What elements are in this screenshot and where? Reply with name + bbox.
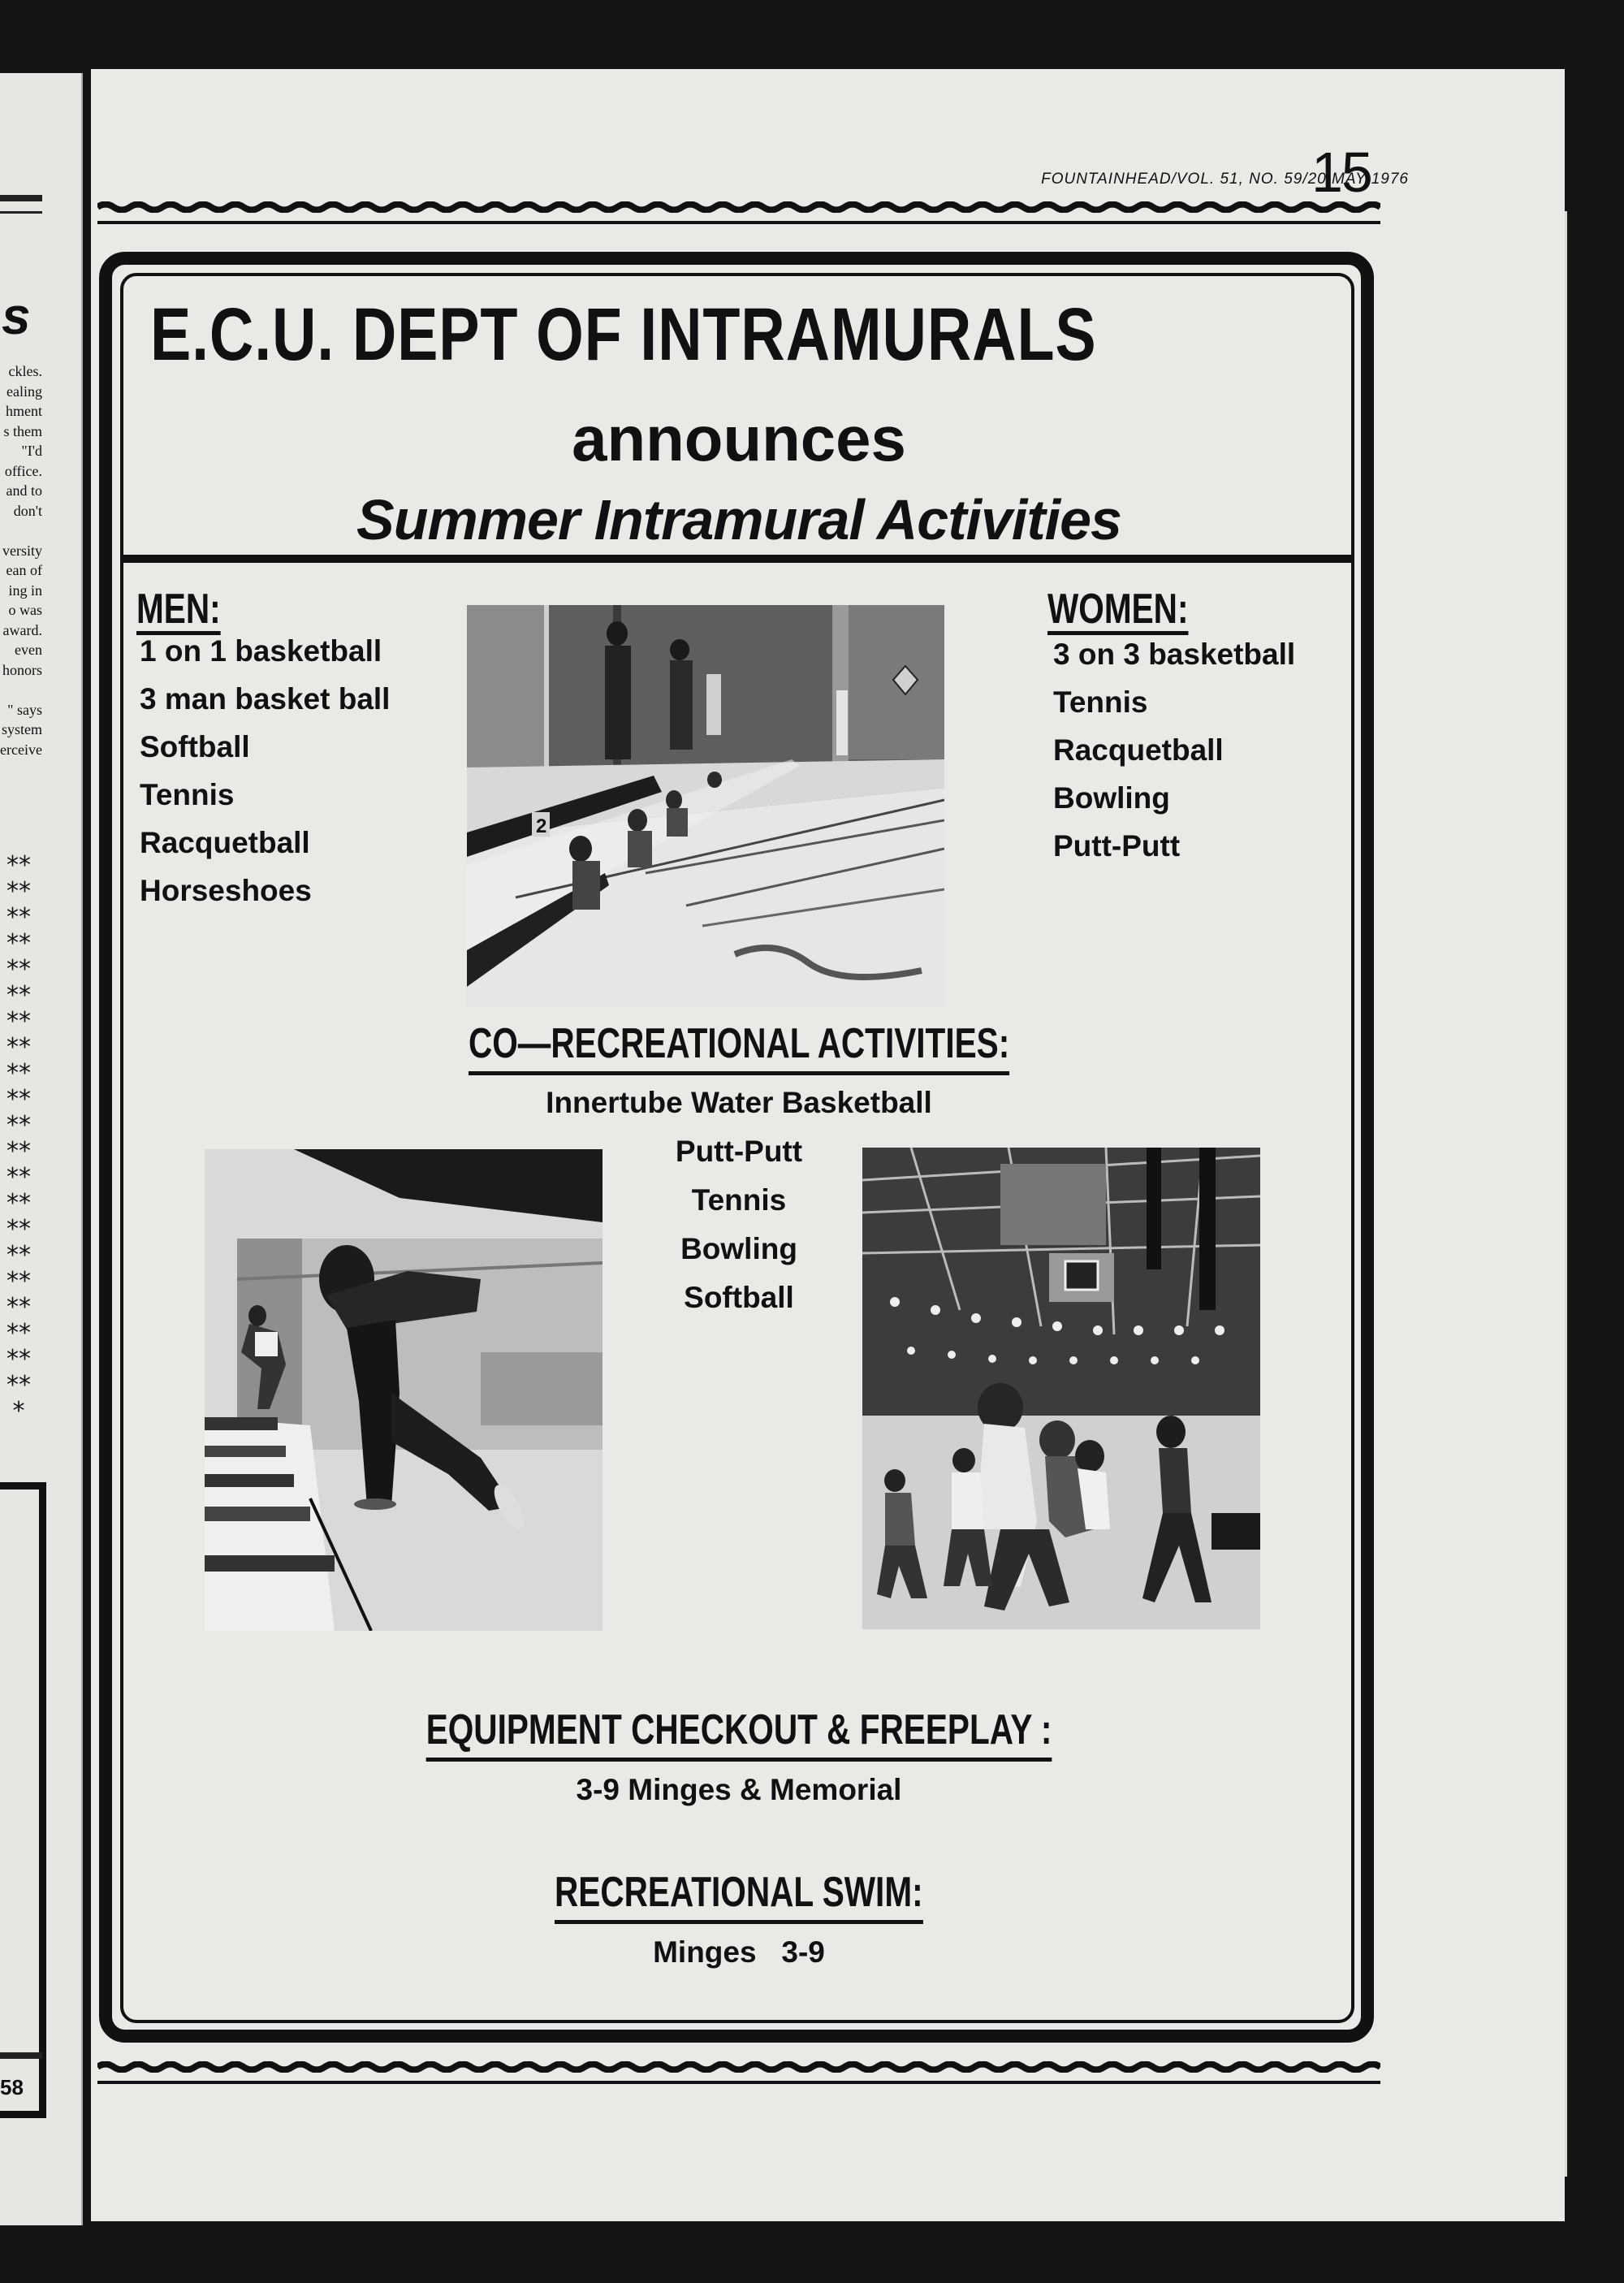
bowling-photo [205,1149,603,1631]
top-wavy-rule [97,201,1380,213]
ad-title: E.C.U. DEPT OF INTRAMURALS [150,293,1097,376]
left-page-text-line: erceive [0,741,42,758]
left-page-text-line: versity [2,542,42,559]
masthead: FOUNTAINHEAD/VOL. 51, NO. 59/20 MAY 1976 [1041,171,1409,188]
left-page-text-line: even [15,642,42,658]
list-item: Tennis [1053,685,1148,719]
page-number: 15 [1311,141,1371,204]
swim-heading-wrap [0,1868,1478,1924]
ad-subtitle: Summer Intramural Activities [356,488,1121,551]
list-item: Racquetball [140,826,310,859]
swim-detail: Minges 3-9 [653,1935,825,1969]
men-heading: MEN: [136,586,221,633]
left-page-number-fragment: 58 [0,2075,24,2099]
list-item: Horseshoes [140,874,312,907]
left-page-text-line: s them [3,422,42,439]
left-page-text-line: system [1,721,42,737]
equipment-heading: EQUIPMENT CHECKOUT & FREEPLAY : [426,1706,1052,1762]
list-item: Innertube Water Basketball [546,1086,932,1119]
left-page-text-line: ean of [6,562,42,578]
list-item: Softball [140,730,250,763]
left-page-text-line: " says [7,701,42,718]
swimming-pool-photo [467,605,944,1007]
list-item: Racquetball [1053,733,1224,767]
top-thin-rule [97,221,1380,224]
women-activity-list [1053,630,1295,870]
left-page-text-line [0,680,42,700]
list-item: Tennis [691,1183,787,1217]
title-divider [122,555,1354,563]
coed-heading-wrap [0,1019,1478,1075]
left-page-text-line: office. [4,462,42,479]
list-item: Putt-Putt [675,1135,803,1168]
left-page-rule-thin [0,211,42,214]
lane-number-text: 2 [536,815,547,837]
bottom-thin-rule [97,2081,1380,2084]
left-page-text-line: ckles. [8,363,42,379]
announces-text: announces [572,403,906,474]
list-item: Softball [684,1281,794,1314]
left-page-text-line: and to [6,482,42,499]
bottom-wavy-rule [97,2061,1380,2073]
left-page-text-line: o was [8,602,42,618]
left-page-rule [0,195,42,201]
list-item: Bowling [1053,781,1170,815]
equipment-detail: 3-9 Minges & Memorial [576,1773,902,1806]
coed-heading: CO—RECREATIONAL ACTIVITIES: [469,1019,1009,1075]
left-page-text-line: ing in [8,582,42,599]
list-item: 3 on 3 basketball [1053,638,1296,671]
left-page-text-line: hment [6,403,42,419]
left-page-text-line: don't [13,502,42,519]
equipment-heading-wrap [0,1706,1478,1762]
list-item: Putt-Putt [1053,829,1181,863]
left-page-text-line: award. [2,621,42,638]
left-page-text-line: honors [2,661,42,678]
left-page-text-line: ealing [6,383,42,400]
left-page-bottom-rule [0,2052,42,2059]
left-page-star-border: ******************************************* [6,851,31,1425]
list-item: Tennis [140,778,235,811]
men-activity-list [140,627,390,914]
list-item: Bowling [680,1232,797,1265]
list-item: 3 man basket ball [140,682,391,716]
swim-heading: RECREATIONAL SWIM: [555,1868,923,1924]
left-page-heading-fragment: s [2,287,31,345]
list-item: 1 on 1 basketball [140,634,382,668]
basketball-photo [862,1148,1260,1629]
left-page-text-line: "I'd [21,443,42,459]
women-heading: WOMEN: [1047,586,1189,633]
